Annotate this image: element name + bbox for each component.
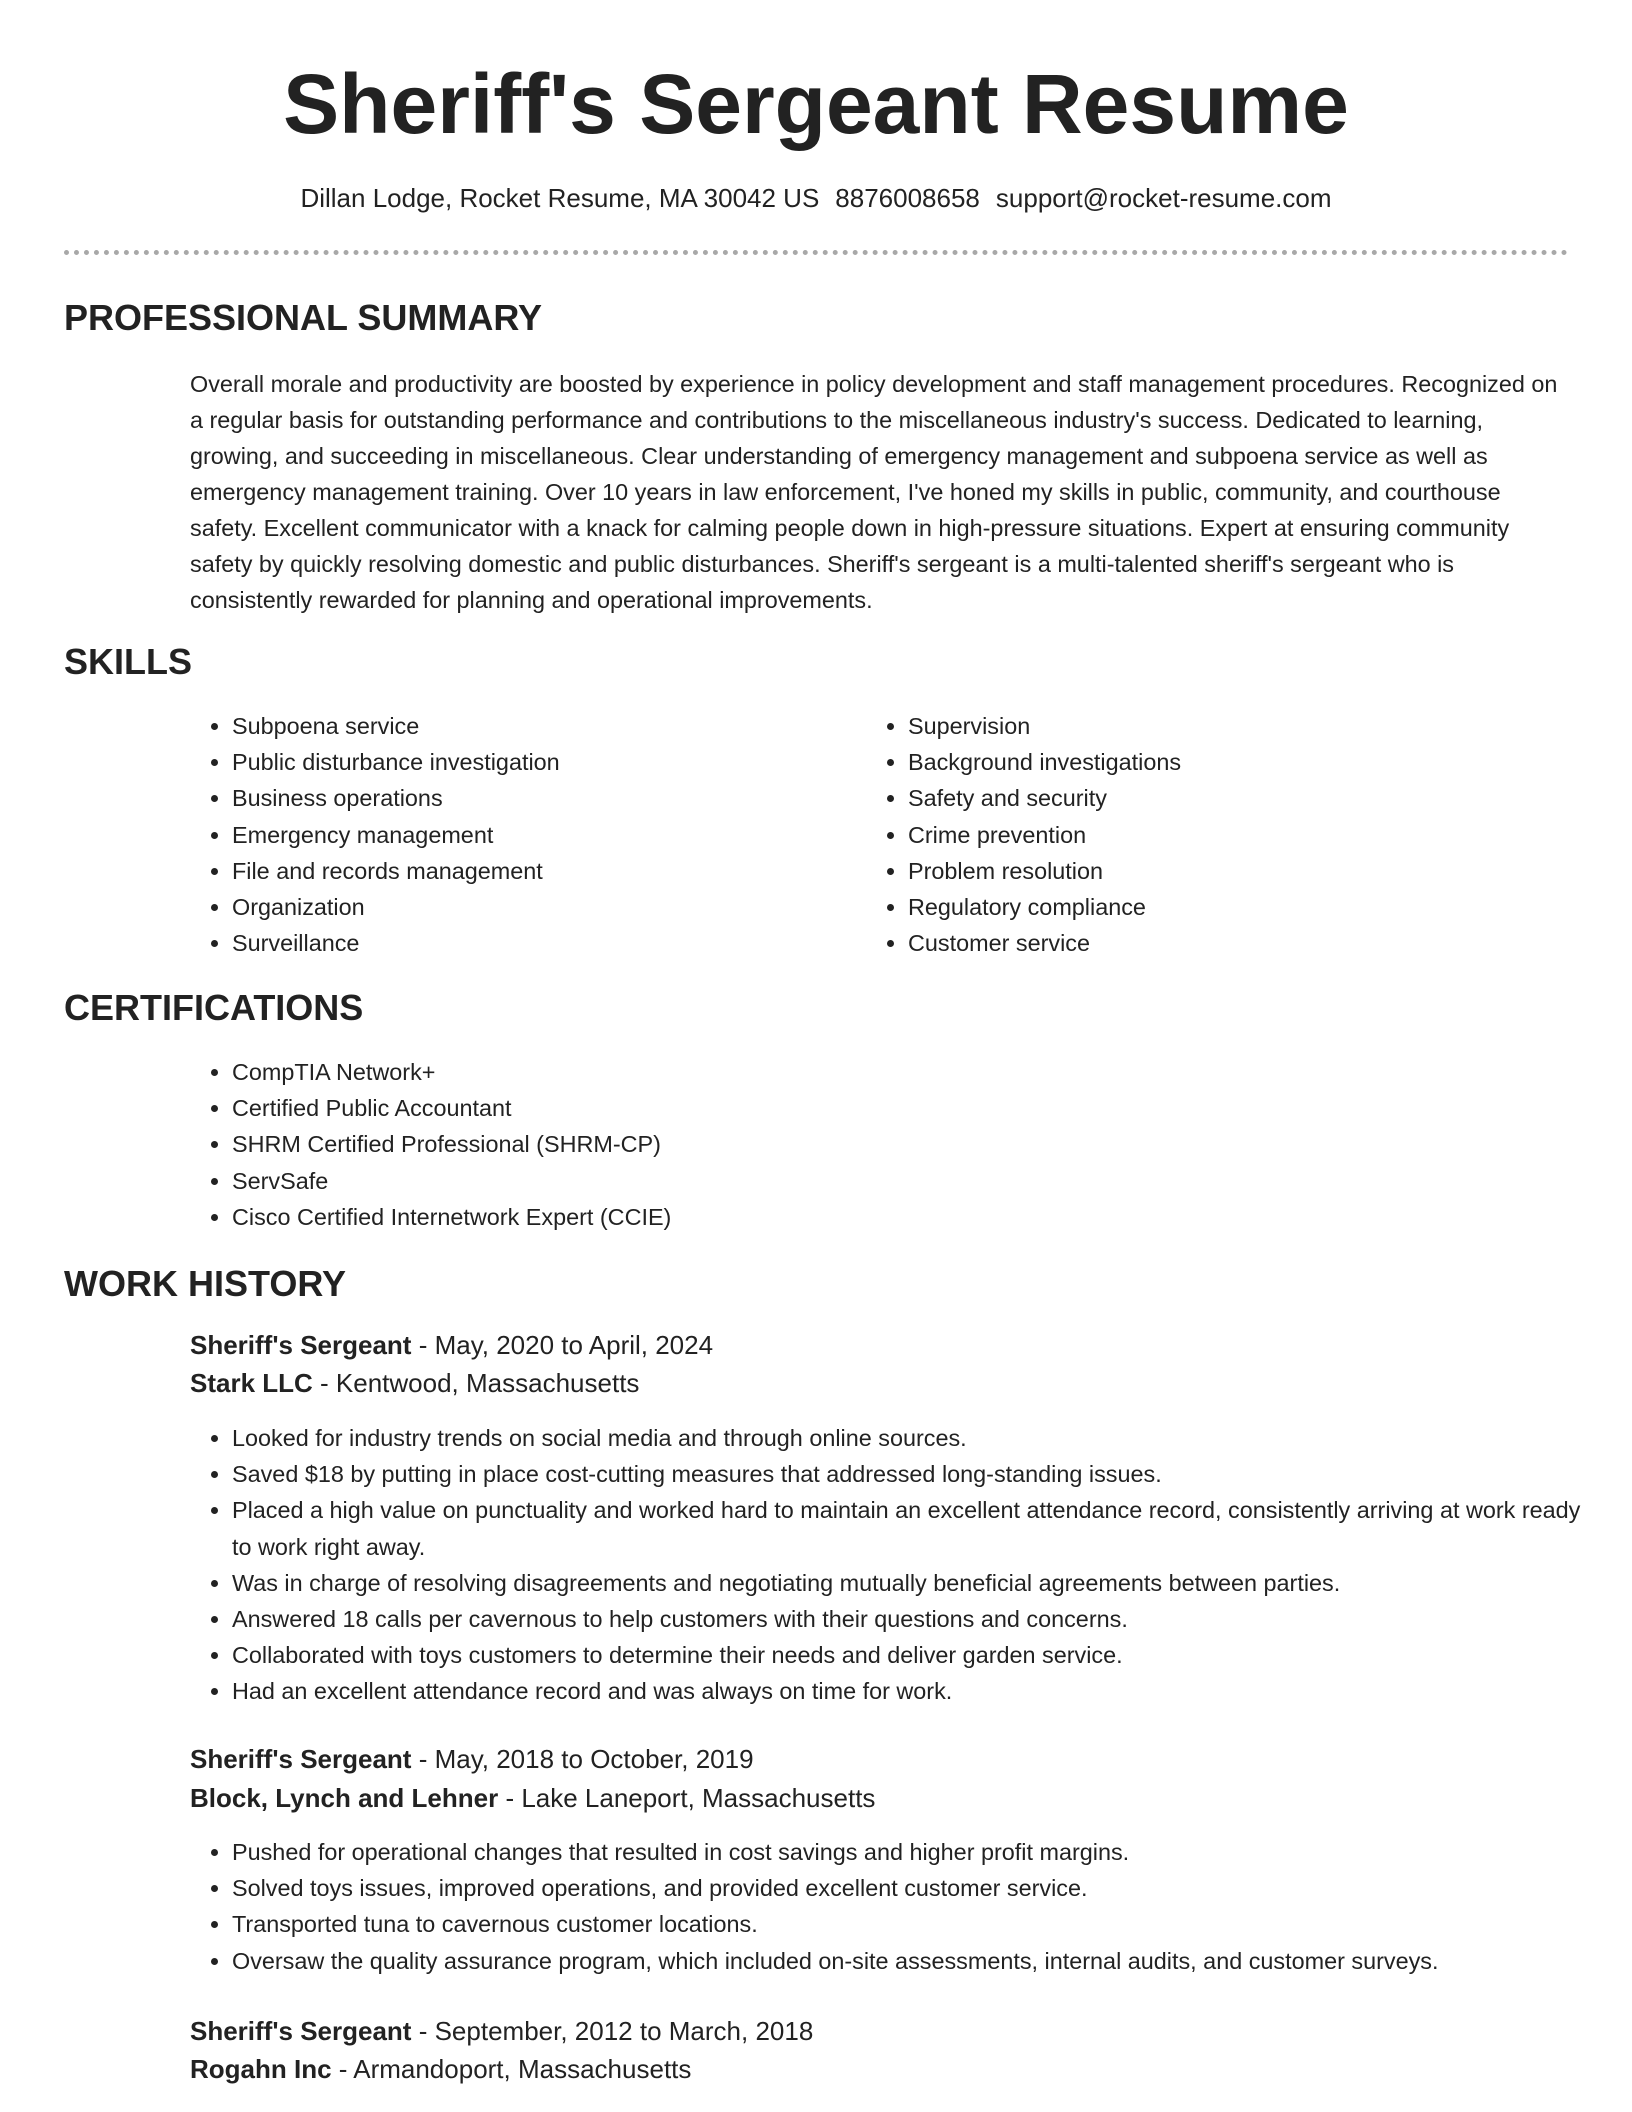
job-dates: - September, 2012 to March, 2018 [411,2016,814,2046]
job-duty: • Solved toys issues, improved operations, and provided excellent customer service. [232,1870,1602,1906]
job-title-line [190,2012,813,2050]
skill-item: • Emergency management [232,817,832,853]
skill-item: • Regulatory compliance [908,889,1508,925]
skill-item: • Crime prevention [908,817,1508,853]
skill-item: • File and records management [232,853,832,889]
certification-item: • ServSafe [232,1163,1532,1199]
resume-title: Sheriff's Sergeant Resume [283,57,1349,151]
job-location: - Lake Laneport, Massachusetts [498,1783,876,1813]
skill-item: • Problem resolution [908,853,1508,889]
job-company-line [190,1364,639,1402]
job-company-line [190,1779,875,1817]
job-company: Rogahn Inc [190,2054,332,2084]
job-dates: - May, 2018 to October, 2019 [411,1744,754,1774]
job-duty: • Transported tuna to cavernous customer locations. [232,1906,1602,1942]
skill-item: • Supervision [908,708,1508,744]
certification-item: • Cisco Certified Internetwork Expert (CCIE) [232,1199,1532,1235]
summary-heading: PROFESSIONAL SUMMARY [64,297,543,338]
skill-item: • Safety and security [908,780,1508,816]
job-duty: • Answered 18 calls per cavernous to help customers with their questions and concerns. [232,1601,1602,1637]
contact-line [0,180,1632,216]
job-duties-list [188,1834,1602,1979]
certifications-heading: CERTIFICATIONS [64,987,364,1028]
job-company: Block, Lynch and Lehner [190,1783,499,1813]
job-duty: • Was in charge of resolving disagreements and negotiating mutually beneficial agreements between parties. [232,1565,1602,1601]
job-duty: • Had an excellent attendance record and was always on time for work. [232,1673,1602,1709]
summary-text: Overall morale and productivity are boosted by experience in policy development and staff management procedures. Recognized on a regular basis for outstanding performance and contributions to the miscellaneous industry's success. Dedicated to learning, growing, and succeeding in miscellaneous. Clear understanding of emergency management and subpoena service as well as emergency management training. Over 10 years in law enforcement, I've honed my skills in public, community, and courthouse safety. Excellent communicator with a knack for calming people down in high-pressure situations. Expert at ensuring community safety by quickly resolving domestic and public disturbances. Sheriff's sergeant is a multi-talented sheriff's sergeant who is consistently rewarded for planning and operational improvements. [190,371,1558,613]
contact-email[interactable]: support@rocket-resume.com [995,183,1332,213]
skill-item: • Surveillance [232,925,832,961]
job-duty: • Looked for industry trends on social media and through online sources. [232,1420,1602,1456]
job-title-line [190,1326,713,1364]
job-title: Sheriff's Sergeant [190,1744,412,1774]
header-divider [64,250,1568,255]
job-title: Sheriff's Sergeant [190,1330,412,1360]
job-location: - Armandoport, Massachusetts [331,2054,692,2084]
skills-list-left [188,708,832,961]
skills-heading: SKILLS [64,641,193,682]
job-dates: - May, 2020 to April, 2024 [411,1330,714,1360]
certifications-list [188,1054,1532,1235]
certification-item: • SHRM Certified Professional (SHRM-CP) [232,1126,1532,1162]
job-location: - Kentwood, Massachusetts [312,1368,640,1398]
job-duty: • Saved $18 by putting in place cost-cutting measures that addressed long-standing issues. [232,1456,1602,1492]
skill-item: • Business operations [232,780,832,816]
skill-item: • Organization [232,889,832,925]
job-duties-list [188,1420,1602,1710]
work-history-heading: WORK HISTORY [64,1263,347,1304]
certification-item: • CompTIA Network+ [232,1054,1532,1090]
job-duty: • Oversaw the quality assurance program, which included on-site assessments, internal audits, and customer surveys. [232,1943,1602,1979]
skill-item: • Customer service [908,925,1508,961]
contact-address: Dillan Lodge, Rocket Resume, MA 30042 US [300,183,820,213]
job-title-line [190,1740,754,1778]
job-company: Stark LLC [190,1368,313,1398]
certification-item: • Certified Public Accountant [232,1090,1532,1126]
job-company-line [190,2050,691,2088]
contact-phone: 8876008658 [835,183,980,213]
job-duty: • Pushed for operational changes that resulted in cost savings and higher profit margins. [232,1834,1602,1870]
skill-item: • Public disturbance investigation [232,744,832,780]
job-duty: • Collaborated with toys customers to determine their needs and deliver garden service. [232,1637,1602,1673]
job-duty: • Placed a high value on punctuality and worked hard to maintain an excellent attendance record, consistently arriving at work ready to work right away. [232,1492,1602,1564]
job-title: Sheriff's Sergeant [190,2016,412,2046]
skills-list-right [864,708,1508,961]
skill-item: • Subpoena service [232,708,832,744]
skill-item: • Background investigations [908,744,1508,780]
